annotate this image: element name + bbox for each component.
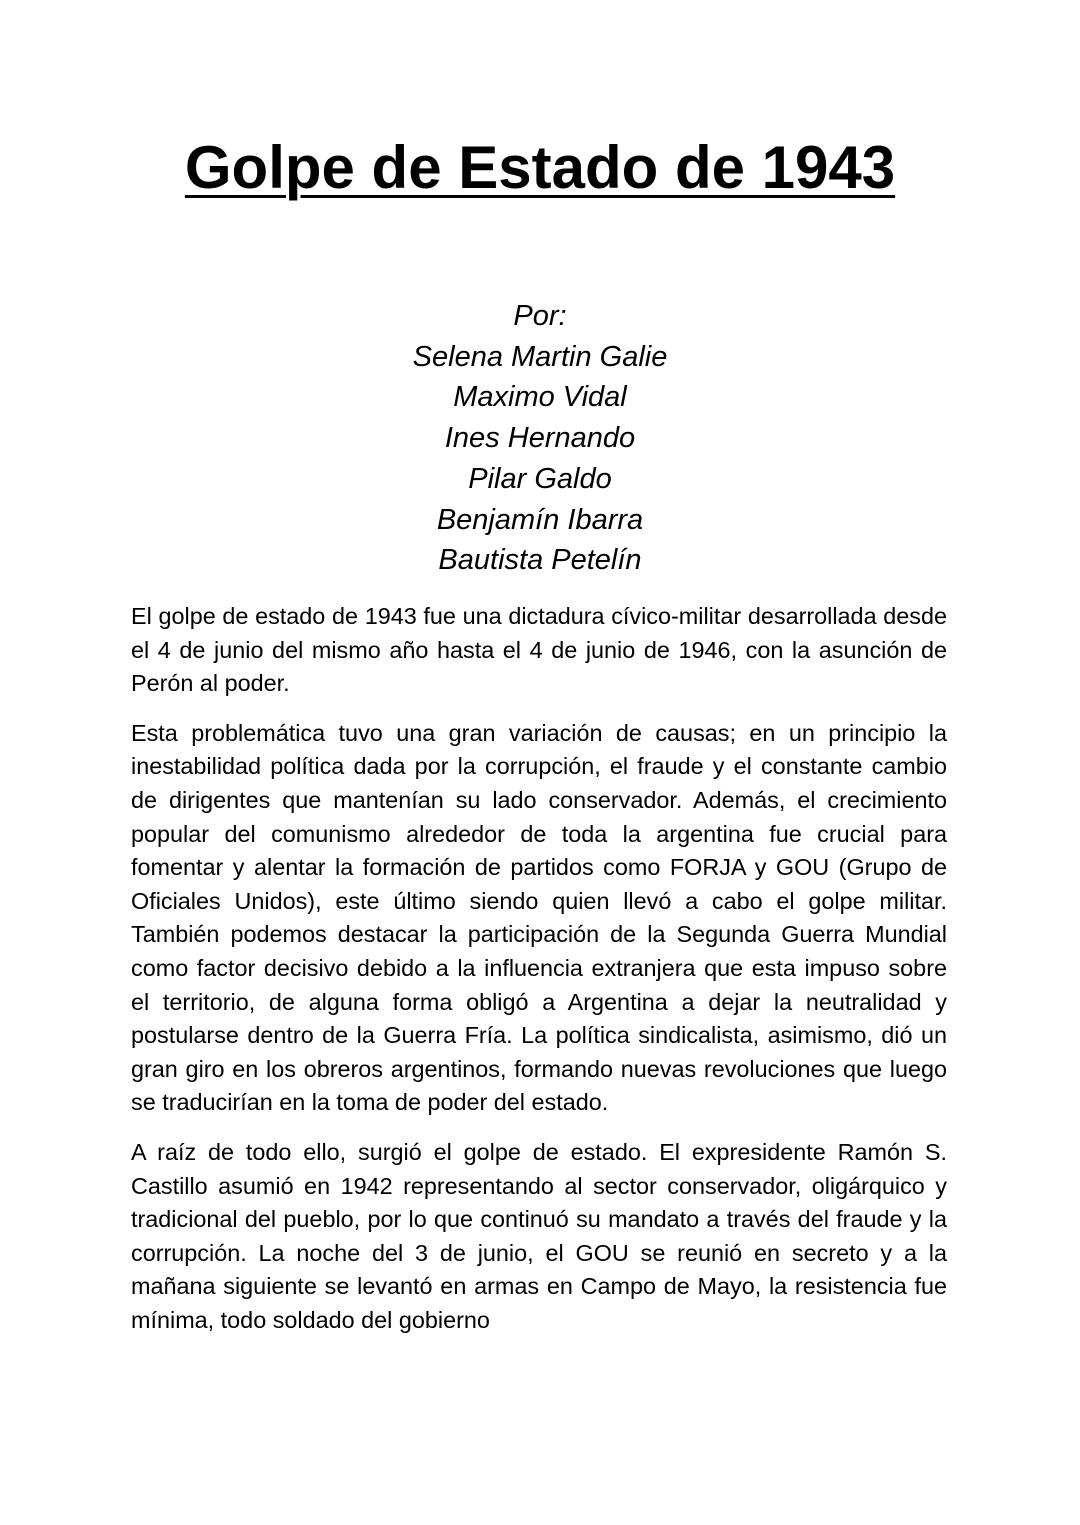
author-name: Maximo Vidal	[453, 381, 627, 414]
paragraph-causes: Esta problemática tuvo una gran variación de causas; en un principio la inestabilidad política dada por la corrupción, el fraude y el constante cambio de dirigentes que mantenían su lado conservador. Además, el crecimiento popular del comunismo alrededor de toda la argentina fue crucial para fomentar y alentar la formación de partidos como FORJA y GOU (Grupo de Oficiales Unidos), este último siendo quien llevó a cabo el golpe militar. También podemos destacar la participación de la Segunda Guerra Mundial como factor decisivo debido a la influencia extranjera que esta impuso sobre el territorio, de alguna forma obligó a Argentina a dejar la neutralidad y postularse dentro de la Guerra Fría. La política sindicalista, asimismo, dió un gran giro en los obreros argentinos, formando nuevas revoluciones que luego se traducirían en la toma de poder del estado.	[131, 719, 947, 1116]
authors-label: Por:	[513, 300, 567, 332]
author-name: Bautista Petelín	[438, 544, 642, 577]
paragraph-coup: A raíz de todo ello, surgió el golpe de estado. El expresidente Ramón S. Castillo asumió en 1942 representando al sector conservador, oligárquico y tradicional del pueblo, por lo que continuó su mandato a través del fraude y la corrupción. La noche del 3 de junio, el GOU se reunió en secreto y a la mañana siguiente se levantó en armas en Campo de Mayo, la resistencia fue mínima, todo soldado del gobierno	[131, 1138, 947, 1333]
document-body	[131, 600, 947, 1353]
author-name: Ines Hernando	[444, 422, 636, 455]
authors-block	[0, 296, 1080, 581]
author-name: Selena Martin Galie	[412, 340, 668, 373]
author-name: Pilar Galdo	[468, 462, 612, 495]
paragraph-intro: El golpe de estado de 1943 fue una dictadura cívico-militar desarrollada desde el 4 de junio del mismo año hasta el 4 de junio de 1946, con la asunción de Perón al poder.	[131, 603, 947, 697]
author-name: Benjamín Ibarra	[436, 503, 644, 536]
document-title: Golpe de Estado de 1943	[184, 134, 896, 201]
